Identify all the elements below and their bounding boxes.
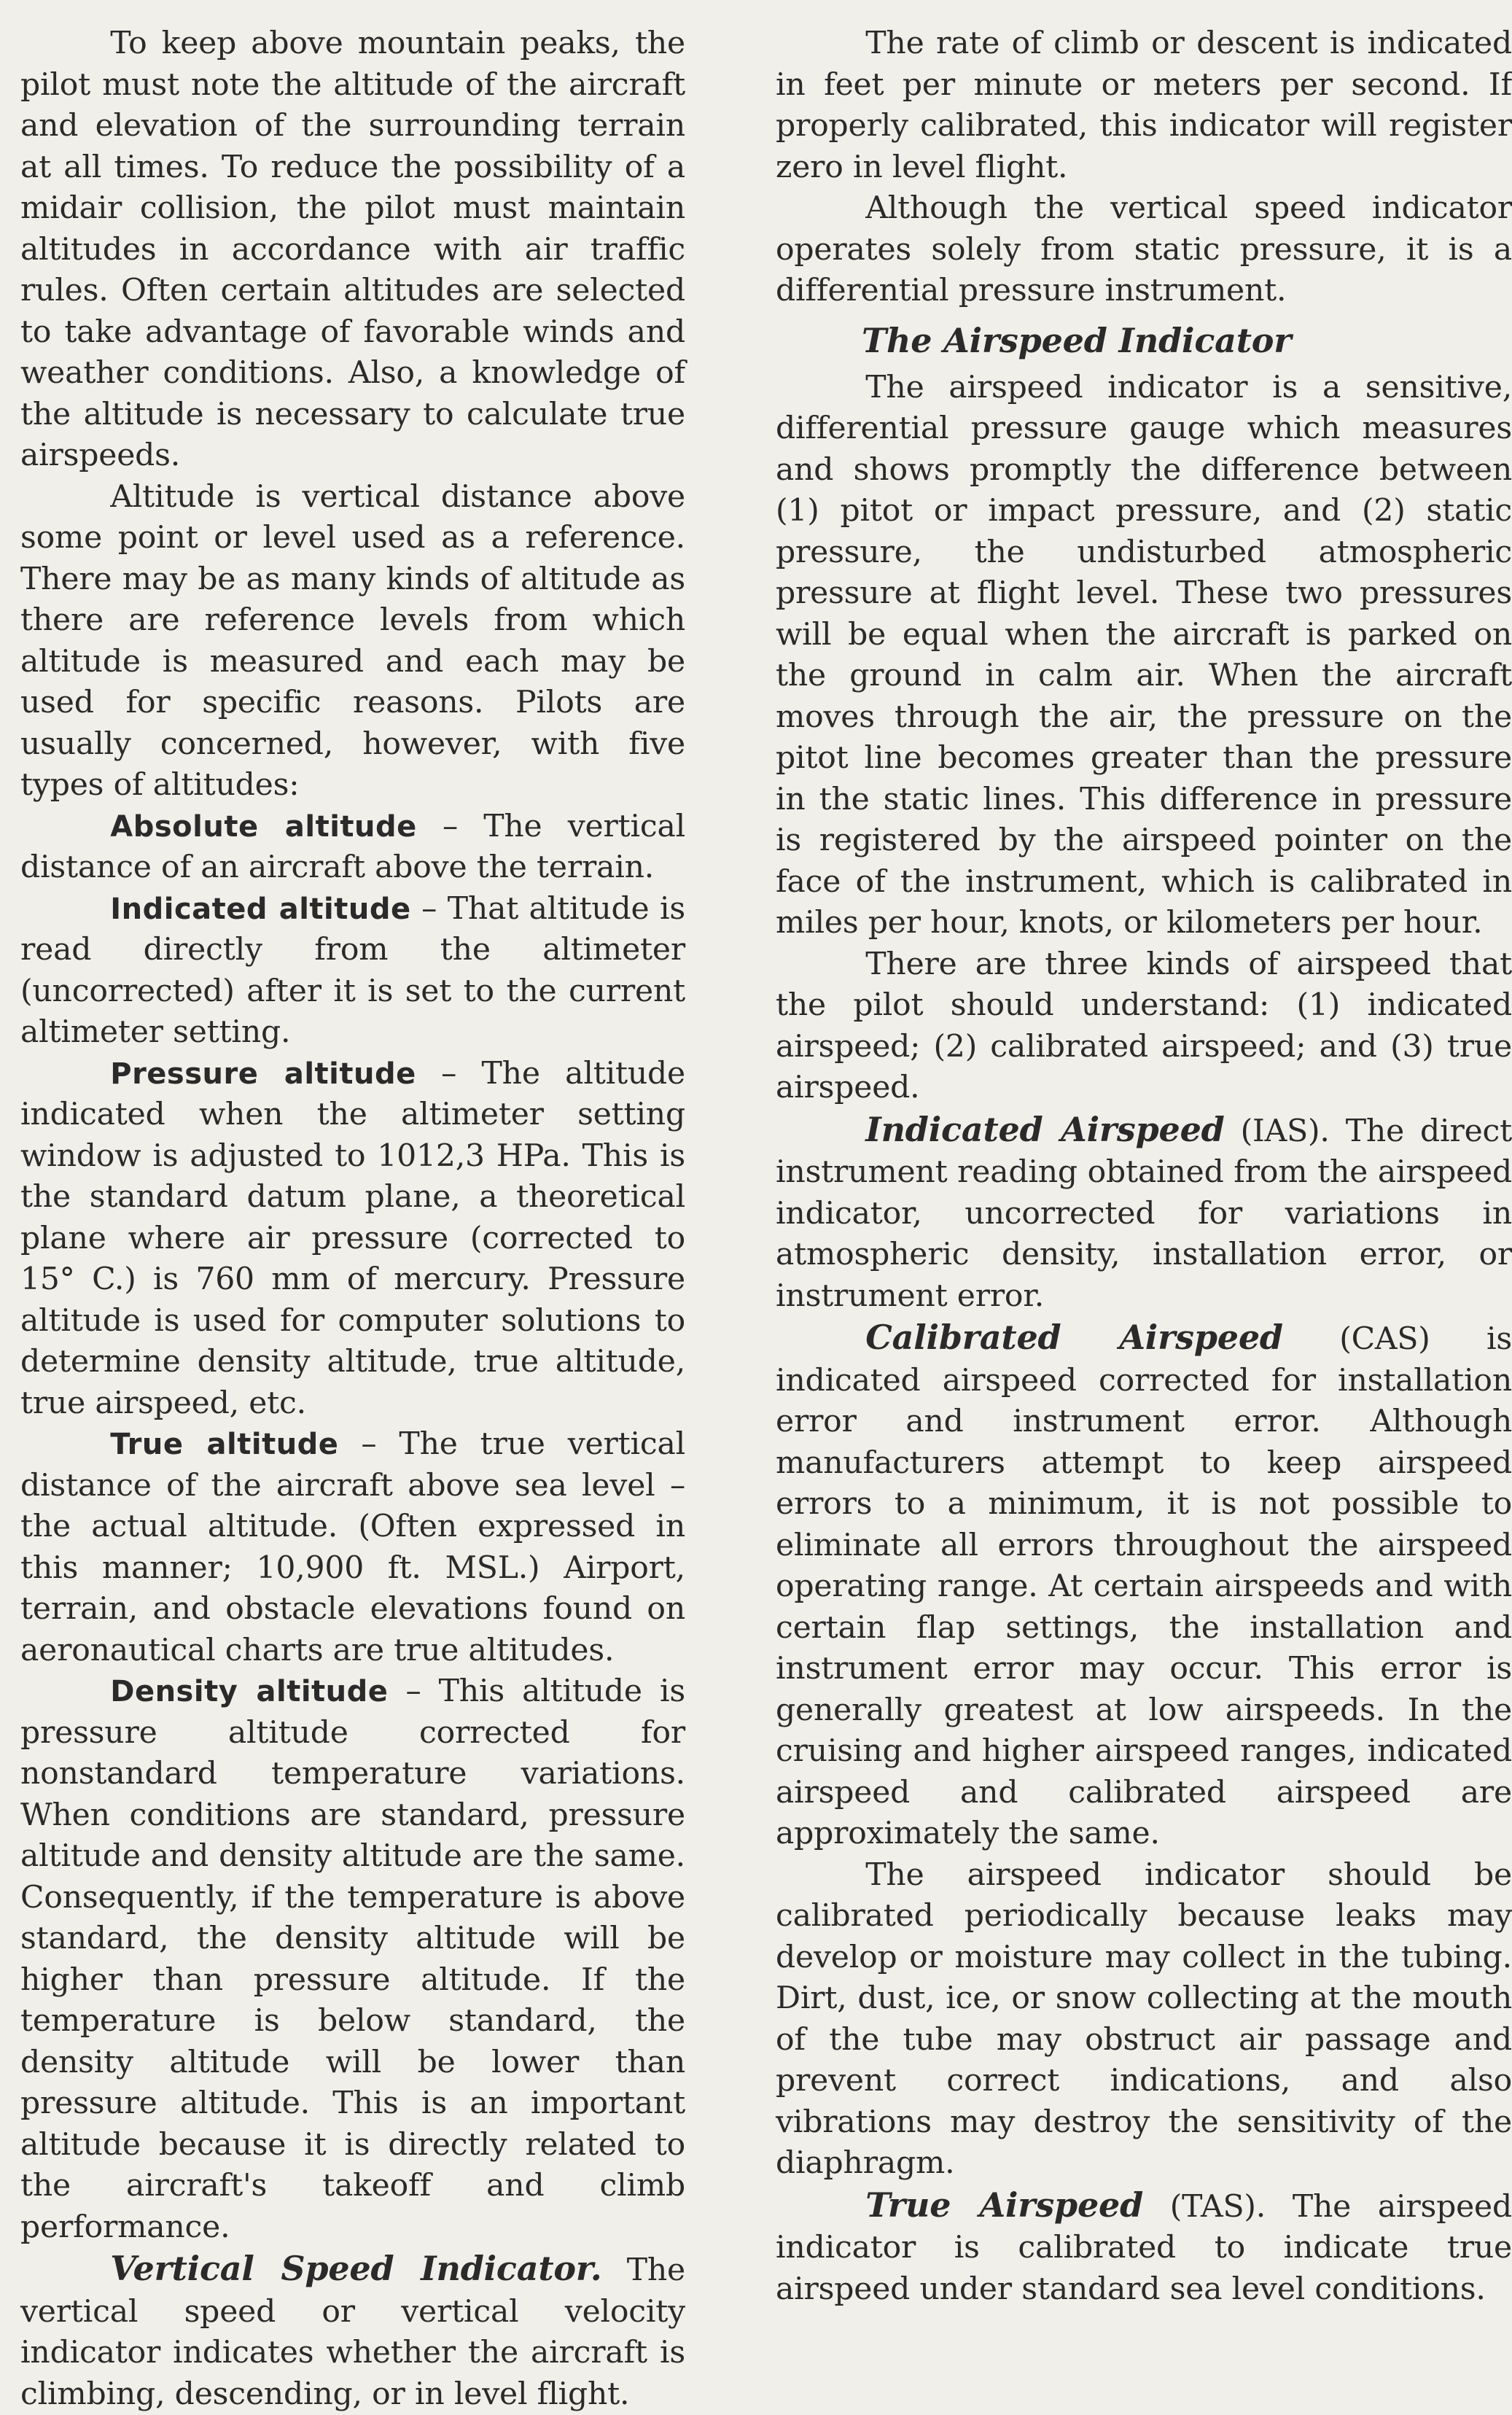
- definition-density-altitude: [20, 1671, 685, 2248]
- term-indicated-altitude: Indicated altitude: [110, 892, 411, 926]
- term-absolute-altitude: Absolute altitude: [110, 809, 417, 844]
- section-heading-airspeed-indicator: The Airspeed Indicator: [862, 320, 1292, 360]
- definition-vertical-speed-indicator: [20, 2248, 685, 2415]
- text-calibrated-airspeed: (CAS) is indicated airspeed corrected for installation error and instrument error. Although manufacturers attempt to keep airspeed errors to a minimum, it is not possible to eliminate all errors throughout the airspeed operating range. At certain airspeeds and with certain flap settings, the installation and instrument error may occur. This error is generally greatest at low airspeeds. In the cruising and higher airspeed ranges, indicated airspeed and calibrated airspeed are approximately the same.: [776, 1321, 1512, 1851]
- right-column: [776, 23, 1512, 2310]
- text-absolute-altitude: – The vertical distance of an aircraft above the terrain.: [20, 808, 685, 885]
- paragraph-rate-of-climb: The rate of climb or descent is indicated in feet per minute or meters per second. If properly calibrated, this indicator will register zero in level flight.: [776, 26, 1512, 185]
- text-indicated-airspeed: (IAS). The direct instrument reading obtained from the airspeed indicator, uncorrected for variations in atmospheric density, installation error, or instrument error.: [776, 1113, 1512, 1314]
- definition-true-airspeed: [776, 2185, 1512, 2311]
- term-true-altitude: True altitude: [110, 1428, 339, 1461]
- definition-calibrated-airspeed: [776, 1317, 1512, 1855]
- definition-true-altitude: [20, 1424, 685, 1671]
- term-calibrated-airspeed: Calibrated Airspeed: [865, 1318, 1283, 1357]
- text-pressure-altitude: – The altitude indicated when the altimeter setting window is adjusted to 1012,3 HPa. This is the standard datum plane, a theoretical plane where air pressure (corrected to 15° C.) is 760 mm of mercury. Pressure altitude is used for computer solutions to determine density altitude, true altitude, true airspeed, etc.: [20, 1055, 685, 1421]
- text-true-altitude: – The true vertical distance of the aircraft above sea level – the actual altitude. (Often expressed in this manner; 10,900 ft. MSL.) Airport, terrain, and obstacle elevations found on aeronautical charts are true altitudes.: [20, 1426, 685, 1668]
- paragraph-calibration: The airspeed indicator should be calibrated periodically because leaks may develop or moisture may collect in the tubing. Dirt, dust, ice, or snow collecting at the mouth of the tube may obstruct air passage and prevent correct indications, and also vibrations may destroy the sensitivity of the diaphragm.: [776, 1856, 1512, 2181]
- text-true-airspeed: (TAS). The airspeed indicator is calibrated to indicate true airspeed under standard sea level conditions.: [776, 2188, 1512, 2307]
- term-true-airspeed: True Airspeed: [865, 2185, 1144, 2225]
- definition-indicated-altitude: [20, 889, 685, 1054]
- paragraph-airspeed-indicator: The airspeed indicator is a sensitive, differential pressure gauge which measures and shows promptly the difference between (1) pitot or impact pressure, and (2) static pressure, the undisturbed atmospheric pressure at flight level. These two pressures will be equal when the aircraft is parked on the ground in calm air. When the aircraft moves through the air, the pressure on the pitot line becomes greater than the pressure in the static lines. This difference in pressure is registered by the airspeed pointer on the face of the instrument, which is calibrated in miles per hour, knots, or kilometers per hour.: [776, 369, 1512, 941]
- term-indicated-airspeed: Indicated Airspeed: [865, 1109, 1225, 1149]
- paragraph-static-pressure: Although the vertical speed indicator operates solely from static pressure, it is a differential pressure instrument.: [776, 190, 1512, 308]
- text-density-altitude: – This altitude is pressure altitude corrected for nonstandard temperature variations. When conditions are standard, pressure altitude and density altitude are the same. Consequently, if the temperature is above standard, the density altitude will be higher than pressure altitude. If the temperature is below standard, the density altitude will be lower than pressure altitude. This is an important altitude because it is directly related to the aircraft's takeoff and climb performance.: [20, 1673, 685, 2245]
- term-vertical-speed-indicator: Vertical Speed Indicator.: [110, 2249, 602, 2288]
- paragraph-altitude-definition: Altitude is vertical distance above some point or level used as a reference. There may be as many kinds of altitude as there are reference levels from which altitude is measured and each may be used for specific reasons. Pilots are usually concerned, however, with five types of altitudes:: [20, 478, 685, 803]
- paragraph-kinds-of-airspeed: There are three kinds of airspeed that the pilot should understand: (1) indicated airspeed; (2) calibrated airspeed; and (3) true airspeed.: [776, 946, 1512, 1105]
- term-pressure-altitude: Pressure altitude: [110, 1057, 416, 1091]
- paragraph-mountain-peaks: To keep above mountain peaks, the pilot must note the altitude of the aircraft and elevation of the surrounding terrain at all times. To reduce the possibility of a midair collision, the pilot must maintain altitudes in accordance with air traffic rules. Often certain altitudes are selected to take advantage of favorable winds and weather conditions. Also, a knowledge of the altitude is necessary to calculate true airspeeds.: [20, 26, 685, 473]
- text-indicated-altitude: – That altitude is read directly from the altimeter (uncorrected) after it is set to the current altimeter setting.: [20, 890, 686, 1050]
- text-vertical-speed-indicator: The vertical speed or vertical velocity indicator indicates whether the aircraft is climbing, descending, or in level flight.: [20, 2252, 685, 2412]
- definition-pressure-altitude: [20, 1054, 685, 1425]
- definition-indicated-airspeed: [776, 1109, 1512, 1318]
- definition-absolute-altitude: [20, 806, 685, 889]
- term-density-altitude: Density altitude: [110, 1675, 389, 1708]
- left-column: [20, 23, 685, 2415]
